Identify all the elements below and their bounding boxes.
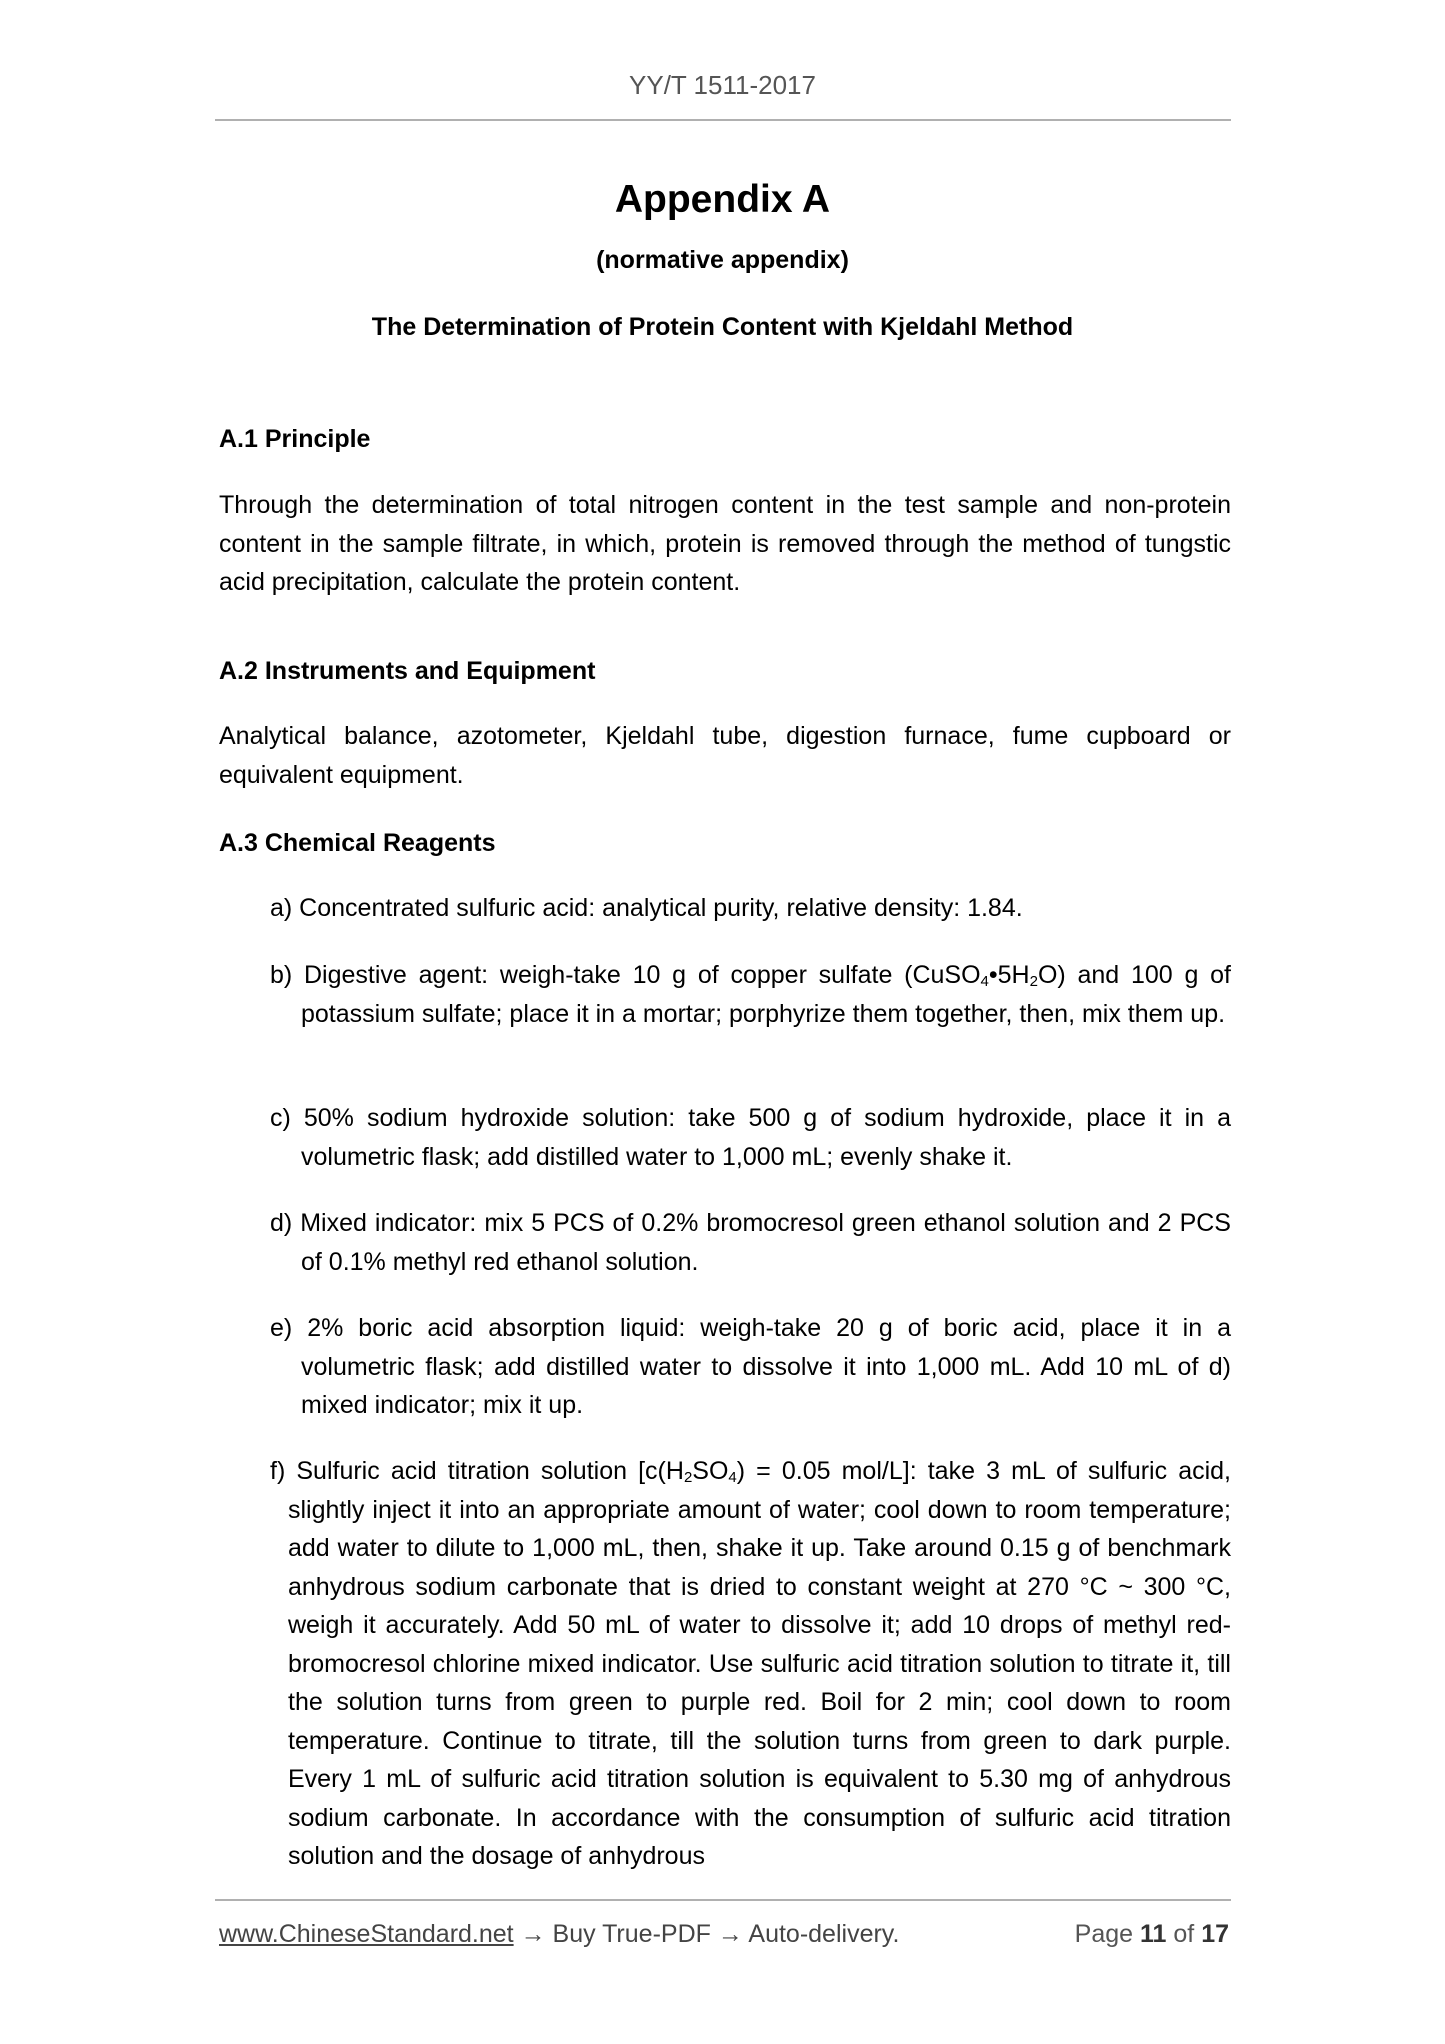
- reagent-item-d: d) Mixed indicator: mix 5 PCS of 0.2% bromocresol green ethanol solution and 2 PCS of 0.1% methyl red ethanol solution.: [270, 1209, 1231, 1276]
- section-heading-principle: A.1 Principle: [219, 425, 371, 453]
- page-number: Page 11 of 17: [1074, 1920, 1229, 1948]
- section-heading-instruments: A.2 Instruments and Equipment: [219, 657, 596, 685]
- reagent-item-e: e) 2% boric acid absorption liquid: weigh-take 20 g of boric acid, place it in a volumetric flask; add distilled water to dissolve it into 1,000 mL. Add 10 mL of d) mixed indicator; mix it up.: [270, 1314, 1231, 1419]
- appendix-title: Appendix A: [614, 178, 831, 221]
- reagent-item-a: a) Concentrated sulfuric acid: analytical purity, relative density: 1.84.: [270, 894, 1023, 922]
- standard-code-header: YY/T 1511-2017: [629, 70, 816, 100]
- appendix-subtitle: (normative appendix): [596, 246, 849, 274]
- reagent-item-b: b) Digestive agent: weigh-take 10 g of copper sulfate $(CuSO_4•5H_2O)$ and 100 g of potassium sulfate; place it in a mortar; porphyrize them together, then, mix them up.: [270, 961, 1231, 1028]
- reagent-item-c: c) 50% sodium hydroxide solution: take 500 g of sodium hydroxide, place it in a volumetric flask; add distilled water to 1,000 mL; evenly shake it.: [270, 1104, 1231, 1171]
- header-divider: [215, 119, 1231, 121]
- section-heading-reagents: A.3 Chemical Reagents: [219, 829, 496, 857]
- footer-promo: www.ChineseStandard.net → Buy True-PDF → Auto-delivery.: [219, 1920, 900, 1948]
- instruments-paragraph: Analytical balance, azotometer, Kjeldahl tube, digestion furnace, fume cupboard or equivalent equipment.: [219, 722, 1231, 789]
- chinese-standard-link[interactable]: www.ChineseStandard.net: [219, 1920, 514, 1948]
- footer-divider: [215, 1899, 1231, 1901]
- principle-paragraph: Through the determination of total nitrogen content in the test sample and non-protein content in the sample filtrate, in which, protein is removed through the method of tungstic acid precipitation, calculate the protein content.: [219, 491, 1231, 596]
- reagent-item-f: f) Sulfuric acid titration solution [$c(H_2SO_4) = 0.05$ mol/L]: take 3 mL of sulfuric acid, slightly inject it into an appropriate amount of water; cool down to room temperature; add water to dilute to 1,000 mL, then, shake it up. Take around 0.15 g of benchmark anhydrous sodium carbonate that is dried to constant weight at 270 °C ~ 300 °C, weigh it accurately. Add 50 mL of water to dissolve it; add 10 drops of methyl red-bromocresol chlorine mixed indicator. Use sulfuric acid titration solution to titrate it, till the solution turns from green to purple red. Boil for 2 min; cool down to room temperature. Continue to titrate, till the solution turns from green to dark purple. Every 1 mL of sulfuric acid titration solution is equivalent to 5.30 mg of anhydrous sodium carbonate. In accordance with the consumption of sulfuric acid titration solution and the dosage of anhydrous: [270, 1457, 1231, 1870]
- document-title: The Determination of Protein Content with Kjeldahl Method: [371, 313, 1074, 341]
